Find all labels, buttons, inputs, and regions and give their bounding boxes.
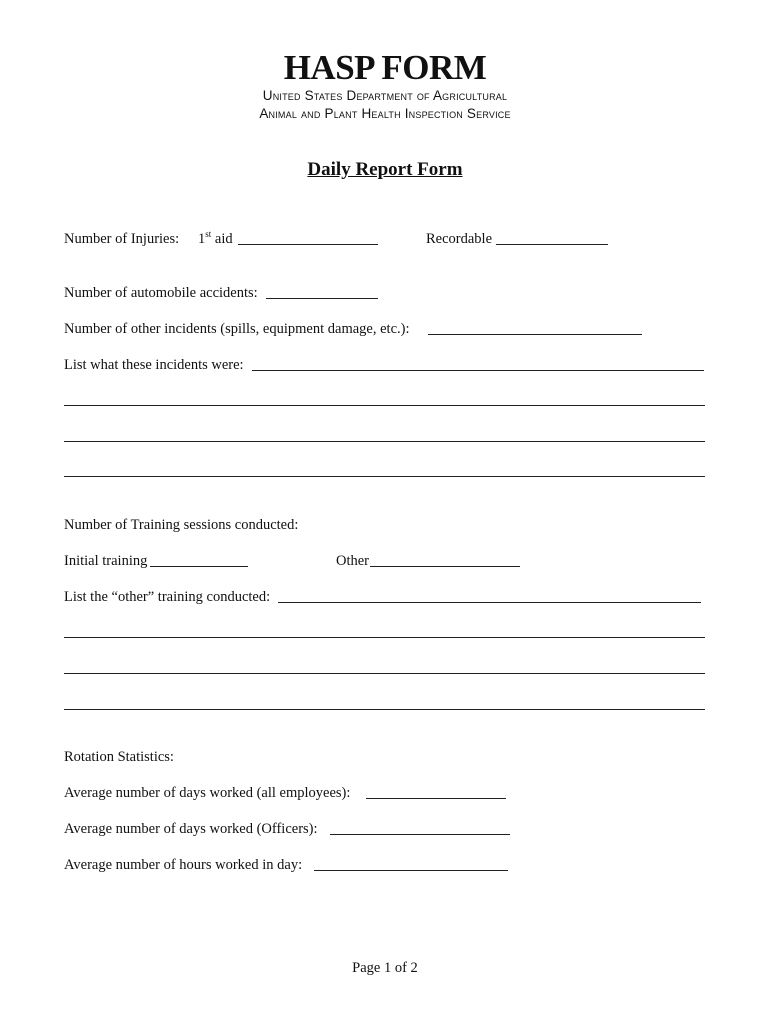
training-line-2[interactable]	[64, 673, 705, 674]
first-aid-field[interactable]	[238, 244, 378, 245]
initial-training-label: Initial training	[64, 553, 148, 569]
training-line-1[interactable]	[64, 637, 705, 638]
injuries-label: Number of Injuries:	[64, 231, 180, 247]
incidents-line-1[interactable]	[64, 405, 705, 406]
list-incidents-label: List what these incidents were:	[64, 357, 244, 373]
list-other-training-field[interactable]	[278, 602, 701, 603]
other-incidents-field[interactable]	[428, 334, 642, 335]
department-line-1: United States Department of Agricultural	[262, 88, 508, 103]
avg-days-officers-field[interactable]	[330, 834, 510, 835]
avg-hours-field[interactable]	[314, 870, 508, 871]
rotation-statistics-heading: Rotation Statistics:	[64, 749, 174, 765]
avg-days-all-field[interactable]	[366, 798, 506, 799]
training-sessions-label: Number of Training sessions conducted:	[64, 517, 299, 533]
form-heading: Daily Report Form	[307, 159, 463, 180]
first-aid-label: 1st aid	[198, 229, 233, 247]
recordable-field[interactable]	[496, 244, 608, 245]
incidents-line-2[interactable]	[64, 441, 705, 442]
initial-training-field[interactable]	[150, 566, 248, 567]
form-title: HASP FORM	[283, 48, 487, 87]
other-training-field[interactable]	[370, 566, 520, 567]
recordable-label: Recordable	[426, 231, 493, 247]
avg-days-all-label: Average number of days worked (all employees):	[64, 785, 351, 801]
list-other-training-label: List the “other” training conducted:	[64, 589, 271, 605]
incidents-line-3[interactable]	[64, 476, 705, 477]
auto-accidents-field[interactable]	[266, 298, 378, 299]
avg-days-officers-label: Average number of days worked (Officers):	[64, 821, 318, 837]
avg-hours-label: Average number of hours worked in day:	[64, 857, 303, 873]
other-training-label: Other	[336, 553, 370, 569]
other-incidents-label: Number of other incidents (spills, equipment damage, etc.):	[64, 321, 410, 337]
training-line-3[interactable]	[64, 709, 705, 710]
auto-accidents-label: Number of automobile accidents:	[64, 285, 258, 301]
department-line-2: Animal and Plant Health Inspection Service	[259, 106, 511, 121]
list-incidents-field[interactable]	[252, 370, 704, 371]
page-number: Page 1 of 2	[352, 960, 418, 976]
